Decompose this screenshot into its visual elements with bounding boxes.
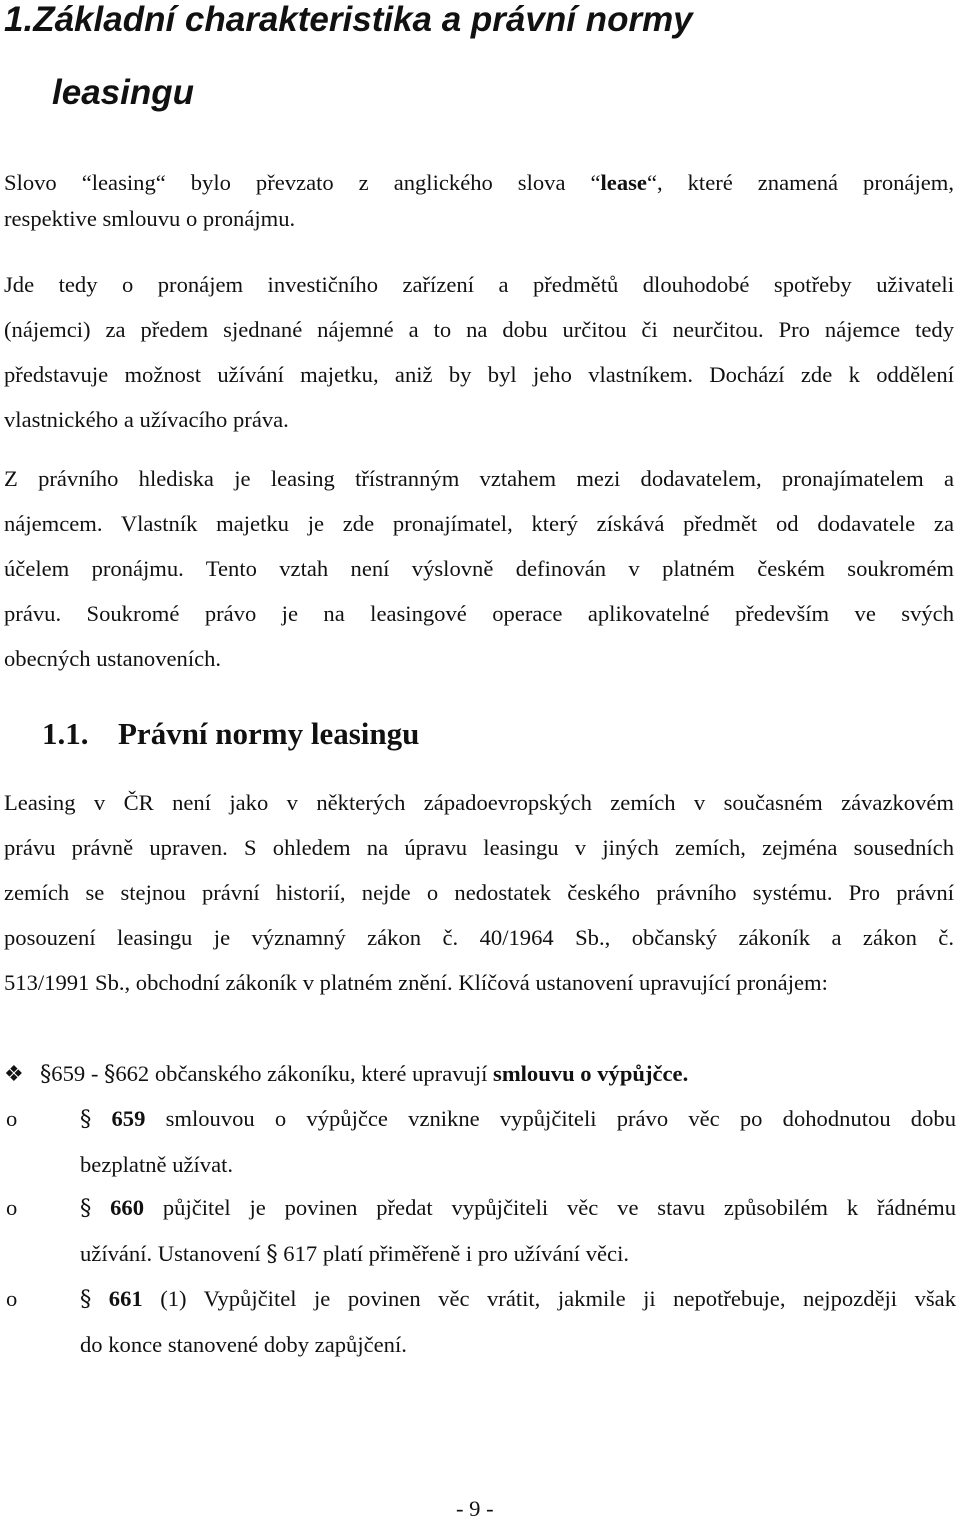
text-line: Z právního hlediska je leasing třístranným vztahem mezi dodavatelem, pronajímatelem a [4, 466, 954, 491]
text-line: 513/1991 Sb., obchodní zákoník v platném znění. Klíčová ustanovení upravující pronájem: [4, 970, 828, 995]
list-item [80, 1185, 956, 1277]
list-item [80, 1096, 956, 1187]
section-title: Právní normy leasingu [118, 716, 420, 751]
section-sign-icon: § [266, 1241, 278, 1267]
sub-bullet-marker: o [6, 1286, 18, 1311]
text-line: účelem pronájmu. Tento vztah není výslovně definován v platném českém soukromém [4, 556, 954, 581]
section-sign-icon: § [80, 1195, 92, 1221]
list-item [80, 1276, 956, 1367]
sub-bullet-marker: o [6, 1106, 18, 1131]
diamond-bullet-icon: ❖ [4, 1062, 24, 1087]
text-line: představuje možnost užívání majetku, aniž by byl jeho vlastníkem. Dochází zde k oddělení [4, 362, 954, 387]
text-line: právu právně upraven. S ohledem na úpravu leasingu v jiných zemích, zejména sousedních [4, 835, 954, 860]
text-line: § 661 (1) Vypůjčitel je povinen věc vrátit, jakmile ji nepotřebuje, nejpozději však [80, 1286, 956, 1312]
main-bullet-marker [4, 1051, 24, 1097]
section-number: 1.1. [42, 716, 89, 751]
chapter-title-line1: Základní charakteristika a právní normy [33, 0, 693, 39]
text-line: zemích se stejnou právní historií, nejde o nedostatek českého právního systému. Pro právní [4, 880, 954, 905]
text-line: obecných ustanoveních. [4, 646, 222, 671]
text-line: § 659 smlouvou o výpůjčce vznikne vypůjčiteli právo věc po dohodnutou dobu [80, 1106, 956, 1132]
paragraph-legal-view [4, 456, 954, 681]
text-line: § 660 půjčitel je povinen předat vypůjčiteli věc ve stavu způsobilém k řádnému [80, 1195, 956, 1221]
text-line: Slovo “leasing“ bylo převzato z anglického slova “lease“, které znamená pronájem, [4, 170, 954, 195]
paragraph-legal-norms [4, 780, 954, 1005]
section-sign-icon: § [80, 1286, 92, 1312]
text-line: Leasing v ČR není jako v některých západoevropských zemích v současném závazkovém [4, 790, 954, 815]
text-line: posouzení leasingu je významný zákon č. 40/1964 Sb., občanský zákoník a zákon č. [4, 925, 954, 950]
text-line: užívání. Ustanovení § 617 platí přiměřeně i pro užívání věci. [80, 1241, 629, 1267]
chapter-heading [4, 2, 693, 37]
chapter-title-line2: leasingu [52, 73, 194, 112]
section-sign-icon: § [40, 1061, 52, 1087]
section-sign-icon: § [80, 1106, 92, 1132]
paragraph-definition [4, 262, 954, 442]
text-line: vlastnického a užívacího práva. [4, 407, 289, 432]
text-line: bezplatně užívat. [80, 1152, 234, 1177]
sub-bullet-marker: o [6, 1195, 18, 1220]
text-line: do konce stanovené doby zapůjčení. [80, 1332, 407, 1357]
page-number: - 9 - [456, 1496, 494, 1521]
chapter-number: 1. [4, 0, 34, 39]
section-sign-icon: § [104, 1061, 116, 1087]
main-bullet-text: §659 - §662 občanského zákoníku, které upravují smlouvu o výpůjčce. [40, 1061, 689, 1087]
text-line: (nájemci) za předem sjednané nájemné a to na dobu určitou či neurčitou. Pro nájemce tedy [4, 317, 954, 342]
text-line: respektive smlouvu o pronájmu. [4, 206, 296, 231]
text-line: právu. Soukromé právo je na leasingové operace aplikovatelné především ve svých [4, 601, 954, 626]
text-line: Jde tedy o pronájem investičního zařízení a předmětů dlouhodobé spotřeby uživateli [4, 272, 954, 297]
text-line: nájemcem. Vlastník majetku je zde pronajímatel, který získává předmět od dodavatele za [4, 511, 954, 536]
paragraph-intro [4, 160, 954, 241]
